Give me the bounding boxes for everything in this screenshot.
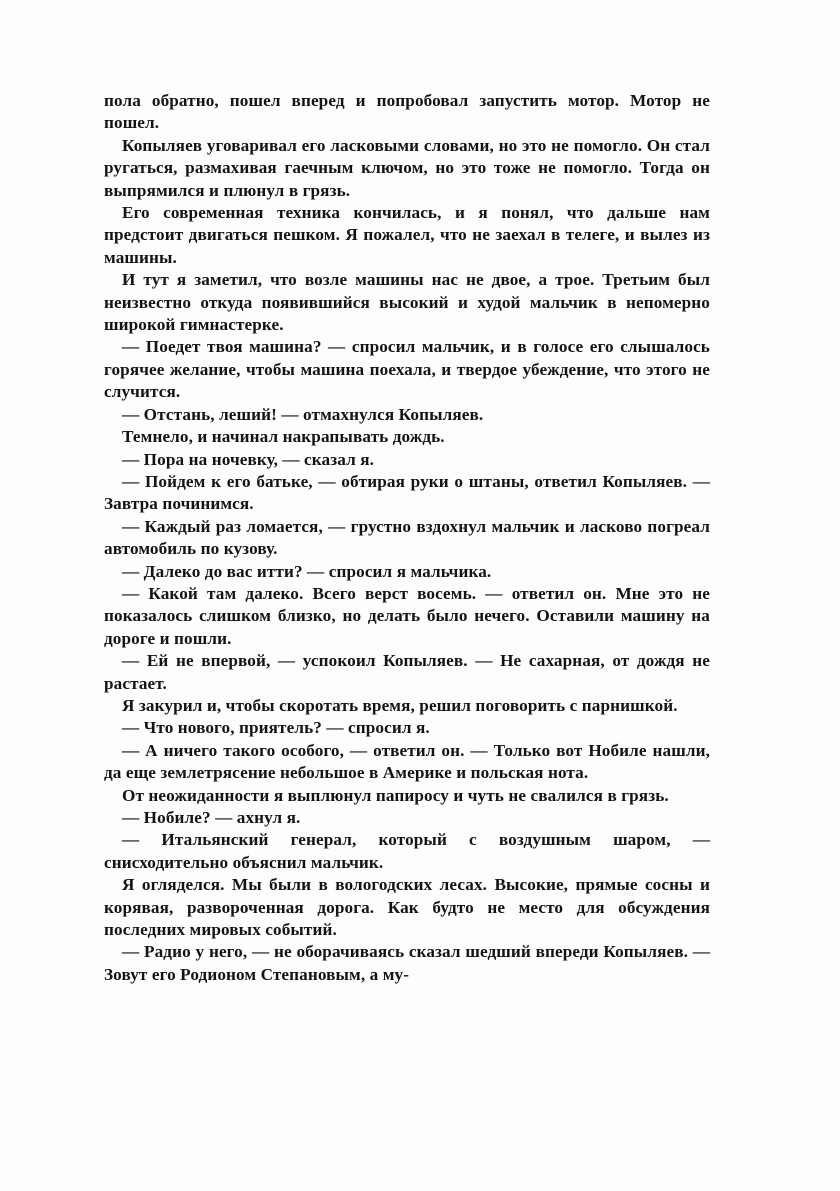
paragraph: И тут я заметил, что возле машины нас не двое, а трое. Третьим был неизвестно откуда появившийся высокий и худой мальчик в непомерно широкой гимнастерке.: [104, 270, 710, 335]
paragraph: — Что нового, приятель? — спросил я.: [122, 718, 430, 738]
paragraph: пола обратно, пошел вперед и попробовал запустить мотор. Мотор не пошел.: [104, 91, 710, 133]
page-text: [104, 90, 710, 986]
paragraph: — Поедет твоя машина? — спросил мальчик, и в голосе его слышалось горячее желание, чтобы машина поехала, и твердое убеждение, что этого не случится.: [104, 337, 710, 402]
paragraph: Его современная техника кончилась, и я понял, что дальше нам предстоит двигаться пешком. Я пожалел, что не заехал в телеге, и вылез из машины.: [104, 203, 710, 267]
paragraph: — Далеко до вас итти? — спросил я мальчика.: [122, 561, 492, 581]
paragraph: Я огляделся. Мы были в вологодских лесах. Высокие, прямые сосны и корявая, развороченная дорога. Как будто не место для обсуждения последних мировых событий.: [104, 875, 710, 940]
paragraph: — А ничего такого особого, — ответил он. — Только вот Нобиле нашли, да еще землетрясение небольшое в Америке и польская нота.: [104, 740, 710, 783]
paragraph: — Ей не впервой, — успокоил Копыляев. — Не сахарная, от дождя не растает.: [104, 651, 710, 693]
paragraph: — Радио у него, — не оборачиваясь сказал шедший впереди Копыляев. — Зовут его Родионом Степановым, а му-: [104, 942, 710, 984]
paragraph: Я закурил и, чтобы скоротать время, решил поговорить с парнишкой.: [122, 695, 678, 715]
paragraph: — Пойдем к его батьке, — обтирая руки о штаны, ответил Копыляев. — Завтра починимся.: [104, 471, 710, 514]
paragraph: — Нобиле? — ахнул я.: [122, 808, 301, 827]
paragraph: — Итальянский генерал, который с воздушным шаром, — снисходительно объяснил мальчик.: [104, 830, 710, 872]
paragraph: — Отстань, леший! — отмахнулся Копыляев.: [122, 404, 484, 424]
paragraph: — Пора на ночевку, — сказал я.: [122, 449, 375, 469]
paragraph: — Какой там далеко. Всего верст восемь. — ответил он. Мне это не показалось слишком близко, но делать было нечего. Оставили машину на дороге и пошли.: [104, 583, 710, 648]
paragraph: Копыляев уговаривал его ласковыми словами, но это не помогло. Он стал ругаться, размахивая гаечным ключом, но это тоже не помогло. Тогда он выпрямился и плюнул в грязь.: [104, 135, 710, 200]
paragraph: Темнело, и начинал накрапывать дождь.: [122, 427, 445, 447]
paragraph: От неожиданности я выплюнул папиросу и чуть не свалился в грязь.: [122, 785, 669, 805]
paragraph: — Каждый раз ломается, — грустно вздохнул мальчик и ласково погреал автомобиль по кузову.: [104, 516, 710, 559]
